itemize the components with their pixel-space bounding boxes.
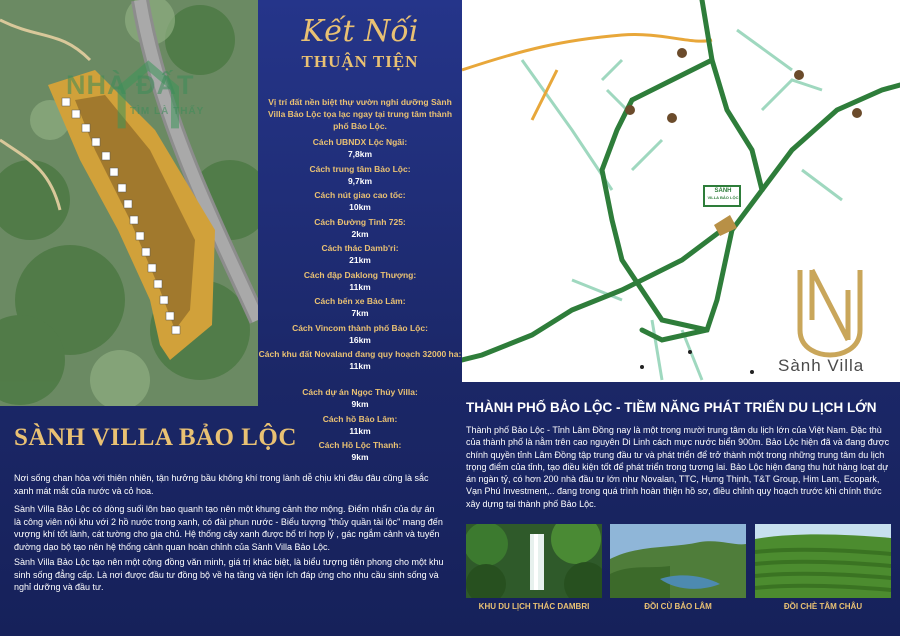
project-marker [706, 188, 740, 201]
distance-value: 9,7km [347, 175, 373, 186]
caption-dambri: KHU DU LỊCH THÁC DAMBRI [478, 602, 590, 611]
photo-bao-lam-hill [610, 524, 746, 598]
connection-panel [258, 0, 462, 462]
distance-value: 9km [351, 452, 369, 462]
distance-item [258, 189, 462, 216]
distance-label: Cách Đường Tỉnh 725: [314, 216, 406, 227]
connect-script-title: Kết Nối [301, 14, 419, 49]
distance-list [258, 136, 462, 466]
distance-value: 11km [349, 361, 371, 371]
site-plan-map [0, 0, 258, 406]
distance-item [258, 295, 462, 322]
watermark-brand: NHÀ ĐẤT [66, 70, 195, 100]
distance-item [258, 242, 462, 269]
distance-item [258, 269, 462, 296]
distance-label: Cách UBNDX Lộc Ngãi: [312, 137, 408, 147]
distance-value: 16km [349, 334, 371, 345]
distance-value: 10km [349, 202, 371, 212]
project-label-2: VILLA BẢO LỘC [707, 195, 739, 200]
distance-item [258, 322, 462, 349]
distance-value: 7km [351, 308, 369, 318]
distance-label: Cách Vincom thành phố Bảo Lộc: [292, 322, 428, 333]
caption-bao-lam-hill: ĐỒI CÙ BẢO LÂM [644, 602, 712, 611]
distance-item [258, 163, 462, 190]
distance-value: 7,8km [347, 149, 373, 159]
caption-tea-hill: ĐỒI CHÈ TÂM CHÂU [783, 602, 863, 611]
city-description: Thành phố Bảo Lộc - Tỉnh Lâm Đồng nay là một trong mười trung tâm du lịch lớn của Việt Nam. Đặc thù của thành phố là nằm trên cao nguyên Di Linh cách mực nước biển 900m. Bảo Lộc hiện đã và đang được chính quyền tỉnh Lâm Đồng tập trung đầu tư và phát triển để trở thành một trong những trung tâm du lịch trọng điểm của tỉnh, tạo điều kiện tốt để phát triển trong tương lai. Bảo Lộc hiện đang thu hút hàng loạt dự án ngàn tỷ, có hơn 200 nhà đầu tư lớn như Novalan, TTC, Hưng Thịnh, T&T Group, Him Lam, Ecopark, Vạn Phú Investment,.. đang trong quá trình hoàn thiện hồ sơ, điều chỉnh quy hoạch trước khi chính thức xây dựng tại thành phố Bảo Lộc. [466, 425, 890, 509]
distance-item [258, 386, 462, 413]
distance-label: Cách bến xe Bảo Lâm: [314, 296, 406, 306]
distance-value: 11km [349, 425, 371, 436]
landscape-paragraph: Sành Villa Bảo Lộc có dòng suối lôn bao quanh tạo nên một khung cảnh thơ mộng. Điểm nhấn của dự án là công viên nội khu với 2 hồ nước trong xanh, có đài phun nước - Biểu tượng "thủy quần tài lộc" mang đến vượng khí tốt lành, cát tường cho gia chủ. Hệ thống cây xanh được bố trí hợp lý , gác ngắm cảnh và tuyến đường dạo bộ tạo nên hệ thống cảnh quan hoàn chỉnh của Sành Villa Bảo Lộc. [14, 504, 443, 552]
distance-label: Cách thác Damb'ri: [321, 243, 399, 253]
photo-dambri-waterfall [466, 524, 602, 598]
community-paragraph: Sành Villa Bảo Lộc tạo nên một cộng đồng văn minh, giá trị khác biệt, là biểu tượng tiên phong cho một khu sinh sống đẳng cấp. Là nơi được đầu tư đồng bộ về hạ tầng và tiện ích đáp ứng cho nhu cầu sinh sống và nghỉ dưỡng và đầu tư. [14, 557, 444, 592]
distance-item [258, 136, 462, 163]
intro-paragraph: Nơi sống chan hòa với thiên nhiên, tận hưởng bầu không khí trong lành dễ chịu khi đâu đâu cũng là sắc xanh mát mắt của nước và cỏ hoa. [14, 473, 429, 496]
distance-value: 21km [349, 255, 371, 265]
distance-label: Cách đập Daklong Thượng: [303, 269, 417, 280]
distance-label: Cách trung tâm Bảo Lộc: [309, 163, 411, 174]
photo-tam-chau-tea-hill [755, 524, 891, 598]
brand-name: Sành Villa [778, 356, 865, 375]
distance-value: 11km [349, 281, 371, 292]
distance-item [258, 216, 462, 243]
distance-label: Cách dự án Ngọc Thủy Villa: [302, 387, 418, 397]
city-section-title: THÀNH PHỐ BẢO LỘC - TIỀM NĂNG PHÁT TRIỂN DU LỊCH LỚN [466, 400, 877, 415]
distance-label: Cách nút giao cao tốc: [314, 190, 406, 200]
distance-item [258, 348, 462, 386]
project-title: SÀNH VILLA BẢO LỘC [14, 424, 297, 451]
distance-value: 2km [351, 228, 369, 239]
distance-label: Cách khu đất Novaland đang quy hoạch 32000 ha: [258, 349, 462, 359]
distance-label: Cách Hồ Lộc Thanh: [318, 440, 402, 450]
distance-value: 9km [351, 399, 369, 409]
connect-intro: Vị trí đất nền biệt thự vườn nghỉ dưỡng Sành Villa Bảo Lộc tọa lạc ngay tại trung tâm thành phố Bảo Lộc. [267, 97, 453, 131]
watermark-tagline: TÌM LÀ THẤY [130, 106, 205, 117]
distance-label: Cách hồ Bảo Lâm: [322, 413, 398, 424]
project-label-1: SÀNH [714, 188, 732, 194]
connect-subtitle: THUẬN TIỆN [301, 52, 419, 71]
